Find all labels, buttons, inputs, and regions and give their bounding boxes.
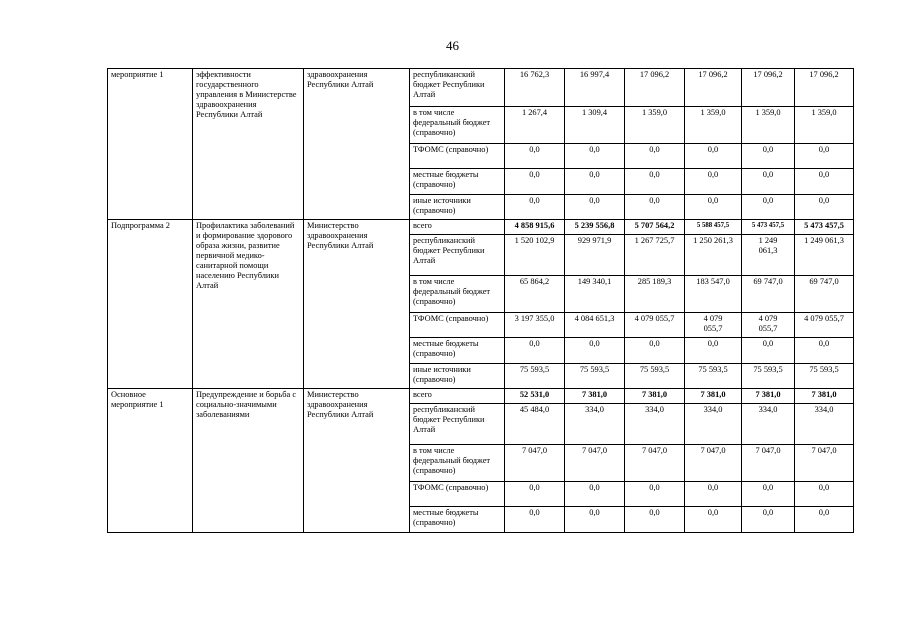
value-cell: 69 747,0 xyxy=(795,276,854,313)
value-cell: 69 747,0 xyxy=(742,276,795,313)
value-cell: 1 249 061,3 xyxy=(742,235,795,276)
value-cell: 334,0 xyxy=(625,404,685,445)
value-cell: 0,0 xyxy=(795,169,854,195)
value-cell: 17 096,2 xyxy=(685,69,742,107)
value-cell: 52 531,0 xyxy=(505,389,565,404)
source-cell: в том числе федеральный бюджет (справочно) xyxy=(410,107,505,144)
value-cell: 0,0 xyxy=(625,338,685,364)
value-cell: 3 197 355,0 xyxy=(505,313,565,338)
value-cell: 7 047,0 xyxy=(685,445,742,482)
value-cell: 0,0 xyxy=(742,195,795,220)
value-cell: 1 359,0 xyxy=(625,107,685,144)
value-cell: 0,0 xyxy=(565,482,625,507)
value-cell: 0,0 xyxy=(505,144,565,169)
value-cell: 334,0 xyxy=(565,404,625,445)
value-cell: 1 267,4 xyxy=(505,107,565,144)
value-cell: 5 473 457,5 xyxy=(795,220,854,235)
value-cell: 7 047,0 xyxy=(565,445,625,482)
value-cell: 0,0 xyxy=(625,144,685,169)
value-cell: 16 997,4 xyxy=(565,69,625,107)
value-cell: 7 381,0 xyxy=(685,389,742,404)
value-cell: 0,0 xyxy=(795,482,854,507)
block-type-cell: мероприятие 1 xyxy=(108,69,193,220)
source-cell: республиканский бюджет Республики Алтай xyxy=(410,235,505,276)
value-cell: 183 547,0 xyxy=(685,276,742,313)
value-cell: 334,0 xyxy=(795,404,854,445)
source-cell: местные бюджеты (справочно) xyxy=(410,338,505,364)
value-cell: 0,0 xyxy=(685,507,742,533)
value-cell: 0,0 xyxy=(685,195,742,220)
value-cell: 0,0 xyxy=(625,507,685,533)
value-cell: 7 381,0 xyxy=(742,389,795,404)
value-cell: 0,0 xyxy=(505,195,565,220)
value-cell: 17 096,2 xyxy=(625,69,685,107)
value-cell: 0,0 xyxy=(685,144,742,169)
value-cell: 75 593,5 xyxy=(742,364,795,389)
value-cell: 0,0 xyxy=(505,338,565,364)
value-cell: 5 707 564,2 xyxy=(625,220,685,235)
table-row xyxy=(108,69,854,107)
source-cell: иные источники (справочно) xyxy=(410,364,505,389)
value-cell: 75 593,5 xyxy=(625,364,685,389)
value-cell: 5 473 457,5 xyxy=(742,220,795,235)
source-cell: республиканский бюджет Республики Алтай xyxy=(410,404,505,445)
block-name-cell: Профилактика заболеваний и формирование здорового образа жизни, развитие первичной медико-санитарной помощи населению Республики Алтай xyxy=(193,220,304,389)
value-cell: 334,0 xyxy=(742,404,795,445)
value-cell: 0,0 xyxy=(742,169,795,195)
value-cell: 75 593,5 xyxy=(685,364,742,389)
value-cell: 7 381,0 xyxy=(795,389,854,404)
value-cell: 0,0 xyxy=(742,338,795,364)
source-cell: местные бюджеты (справочно) xyxy=(410,507,505,533)
value-cell: 0,0 xyxy=(565,195,625,220)
value-cell: 7 047,0 xyxy=(625,445,685,482)
source-cell: всего xyxy=(410,220,505,235)
value-cell: 75 593,5 xyxy=(565,364,625,389)
block-type-cell: Подпрограмма 2 xyxy=(108,220,193,389)
value-cell: 0,0 xyxy=(565,169,625,195)
value-cell: 1 359,0 xyxy=(685,107,742,144)
value-cell: 285 189,3 xyxy=(625,276,685,313)
source-cell: республиканский бюджет Республики Алтай xyxy=(410,69,505,107)
value-cell: 7 381,0 xyxy=(565,389,625,404)
value-cell: 1 267 725,7 xyxy=(625,235,685,276)
budget-table xyxy=(107,68,854,533)
source-cell: иные источники (справочно) xyxy=(410,195,505,220)
value-cell: 0,0 xyxy=(795,338,854,364)
source-cell: всего xyxy=(410,389,505,404)
source-cell: местные бюджеты (справочно) xyxy=(410,169,505,195)
value-cell: 4 079 055,7 xyxy=(742,313,795,338)
value-cell: 334,0 xyxy=(685,404,742,445)
value-cell: 0,0 xyxy=(685,482,742,507)
value-cell: 75 593,5 xyxy=(505,364,565,389)
value-cell: 0,0 xyxy=(795,507,854,533)
block-executor-cell: здравоохранения Республики Алтай xyxy=(304,69,410,220)
value-cell: 65 864,2 xyxy=(505,276,565,313)
table-row xyxy=(108,220,854,235)
value-cell: 0,0 xyxy=(625,169,685,195)
value-cell: 0,0 xyxy=(505,169,565,195)
value-cell: 1 249 061,3 xyxy=(795,235,854,276)
value-cell: 4 079 055,7 xyxy=(625,313,685,338)
value-cell: 75 593,5 xyxy=(795,364,854,389)
value-cell: 0,0 xyxy=(565,144,625,169)
block-type-cell: Основное мероприятие 1 xyxy=(108,389,193,533)
block-name-cell: Предупреждение и борьба с социально-значимыми заболеваниями xyxy=(193,389,304,533)
value-cell: 0,0 xyxy=(685,338,742,364)
value-cell: 0,0 xyxy=(625,195,685,220)
value-cell: 1 359,0 xyxy=(742,107,795,144)
value-cell: 1 309,4 xyxy=(565,107,625,144)
source-cell: в том числе федеральный бюджет (справочно) xyxy=(410,276,505,313)
value-cell: 0,0 xyxy=(742,144,795,169)
value-cell: 0,0 xyxy=(795,195,854,220)
value-cell: 4 079 055,7 xyxy=(685,313,742,338)
block-executor-cell: Министерство здравоохранения Республики Алтай xyxy=(304,389,410,533)
value-cell: 0,0 xyxy=(505,507,565,533)
value-cell: 0,0 xyxy=(505,482,565,507)
value-cell: 7 047,0 xyxy=(505,445,565,482)
value-cell: 45 484,0 xyxy=(505,404,565,445)
table-row xyxy=(108,389,854,404)
value-cell: 0,0 xyxy=(565,338,625,364)
value-cell: 4 084 651,3 xyxy=(565,313,625,338)
block-name-cell: эффективности государственного управления в Министерстве здравоохранения Республики Алтай xyxy=(193,69,304,220)
page-number: 46 xyxy=(446,38,459,53)
value-cell: 0,0 xyxy=(795,144,854,169)
value-cell: 17 096,2 xyxy=(742,69,795,107)
source-cell: ТФОМС (справочно) xyxy=(410,144,505,169)
value-cell: 4 858 915,6 xyxy=(505,220,565,235)
value-cell: 7 047,0 xyxy=(742,445,795,482)
value-cell: 149 340,1 xyxy=(565,276,625,313)
value-cell: 7 047,0 xyxy=(795,445,854,482)
value-cell: 5 588 457,5 xyxy=(685,220,742,235)
value-cell: 4 079 055,7 xyxy=(795,313,854,338)
value-cell: 0,0 xyxy=(685,169,742,195)
value-cell: 1 520 102,9 xyxy=(505,235,565,276)
value-cell: 0,0 xyxy=(625,482,685,507)
source-cell: в том числе федеральный бюджет (справочно) xyxy=(410,445,505,482)
value-cell: 1 359,0 xyxy=(795,107,854,144)
value-cell: 5 239 556,8 xyxy=(565,220,625,235)
value-cell: 0,0 xyxy=(565,507,625,533)
value-cell: 1 250 261,3 xyxy=(685,235,742,276)
source-cell: ТФОМС (справочно) xyxy=(410,313,505,338)
value-cell: 7 381,0 xyxy=(625,389,685,404)
block-executor-cell: Министерство здравоохранения Республики Алтай xyxy=(304,220,410,389)
value-cell: 17 096,2 xyxy=(795,69,854,107)
value-cell: 929 971,9 xyxy=(565,235,625,276)
value-cell: 0,0 xyxy=(742,482,795,507)
value-cell: 16 762,3 xyxy=(505,69,565,107)
source-cell: ТФОМС (справочно) xyxy=(410,482,505,507)
value-cell: 0,0 xyxy=(742,507,795,533)
